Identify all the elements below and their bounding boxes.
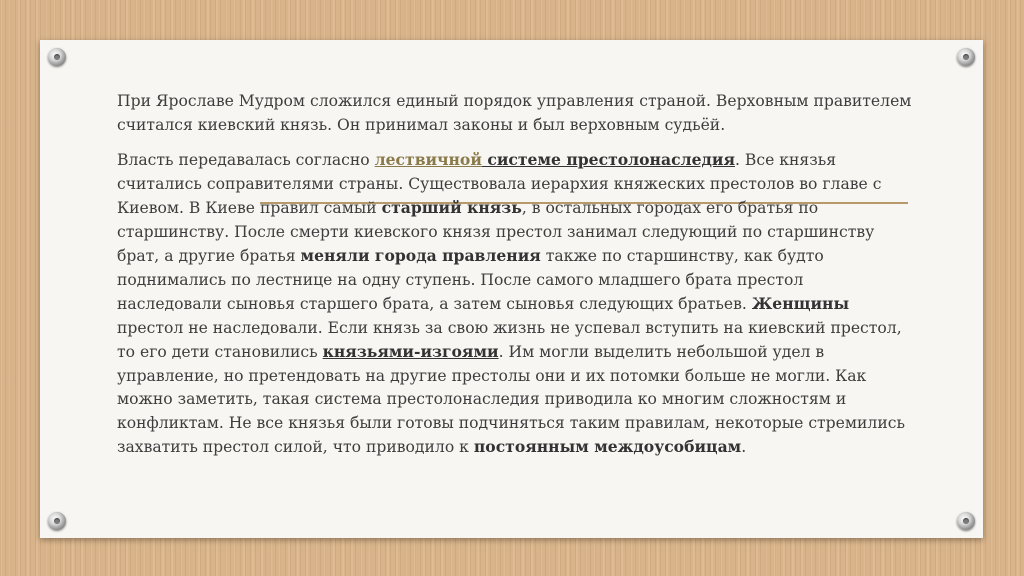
text-segment: престол не наследовали. Если князь за свою жизнь не успевал вступить на киевский престол, то его дети становились bbox=[117, 318, 902, 361]
slide-card bbox=[40, 40, 983, 538]
slide-text bbox=[117, 90, 912, 460]
link-succession-system[interactable]: системе престолонаследия bbox=[481, 150, 735, 169]
text-segment: . bbox=[741, 438, 747, 456]
text-segment: Власть передавалась согласно bbox=[117, 151, 375, 169]
text-segment: , в остальных городах его братья по старшинству. После смерти киевского князя престол занимал следующий по старшинству брат, а другие братья bbox=[117, 199, 875, 265]
bold-constant-strife: постоянным междоусобицам bbox=[473, 437, 742, 456]
link-lestvichnaya[interactable]: лествичной bbox=[374, 150, 482, 169]
text-segment: . Им могли выделить небольшой удел в управление, но претендовать на другие престолы они и их потомки больше не могли. Как можно заметить, такая система престолонаследия приводила ко многим сложностям и конфликтам. Не все князья были готовы подчиняться таким правилам, некоторые стремились захватить престол силой, что приводило к bbox=[117, 343, 905, 456]
pushpin-icon bbox=[48, 48, 66, 66]
bold-changed-cities: меняли города правления bbox=[300, 246, 541, 265]
pushpin-icon bbox=[957, 512, 975, 530]
bold-women: Женщины bbox=[751, 294, 850, 313]
text-segment: . Все князья считались соправителями страны. Существовала иерархия княжеских престолов во главе с Киевом. В Киеве правил самый bbox=[117, 151, 882, 217]
pushpin-icon bbox=[957, 48, 975, 66]
pushpin-icon bbox=[48, 512, 66, 530]
paragraph-main bbox=[117, 148, 912, 460]
paragraph-intro: При Ярославе Мудром сложился единый порядок управления страной. Верховным правителем считался киевский князь. Он принимал законы и был верховным судьёй. bbox=[117, 92, 912, 134]
link-outcast-princes[interactable]: князьями-изгоями bbox=[322, 342, 499, 361]
bold-eldest-prince: старший князь bbox=[381, 198, 522, 217]
text-segment: также по старшинству, как будто поднимались по лестнице на одну ступень. После самого младшего брата престол наследовали сыновья старшего брата, а затем сыновья следующих братьев. bbox=[117, 247, 824, 313]
